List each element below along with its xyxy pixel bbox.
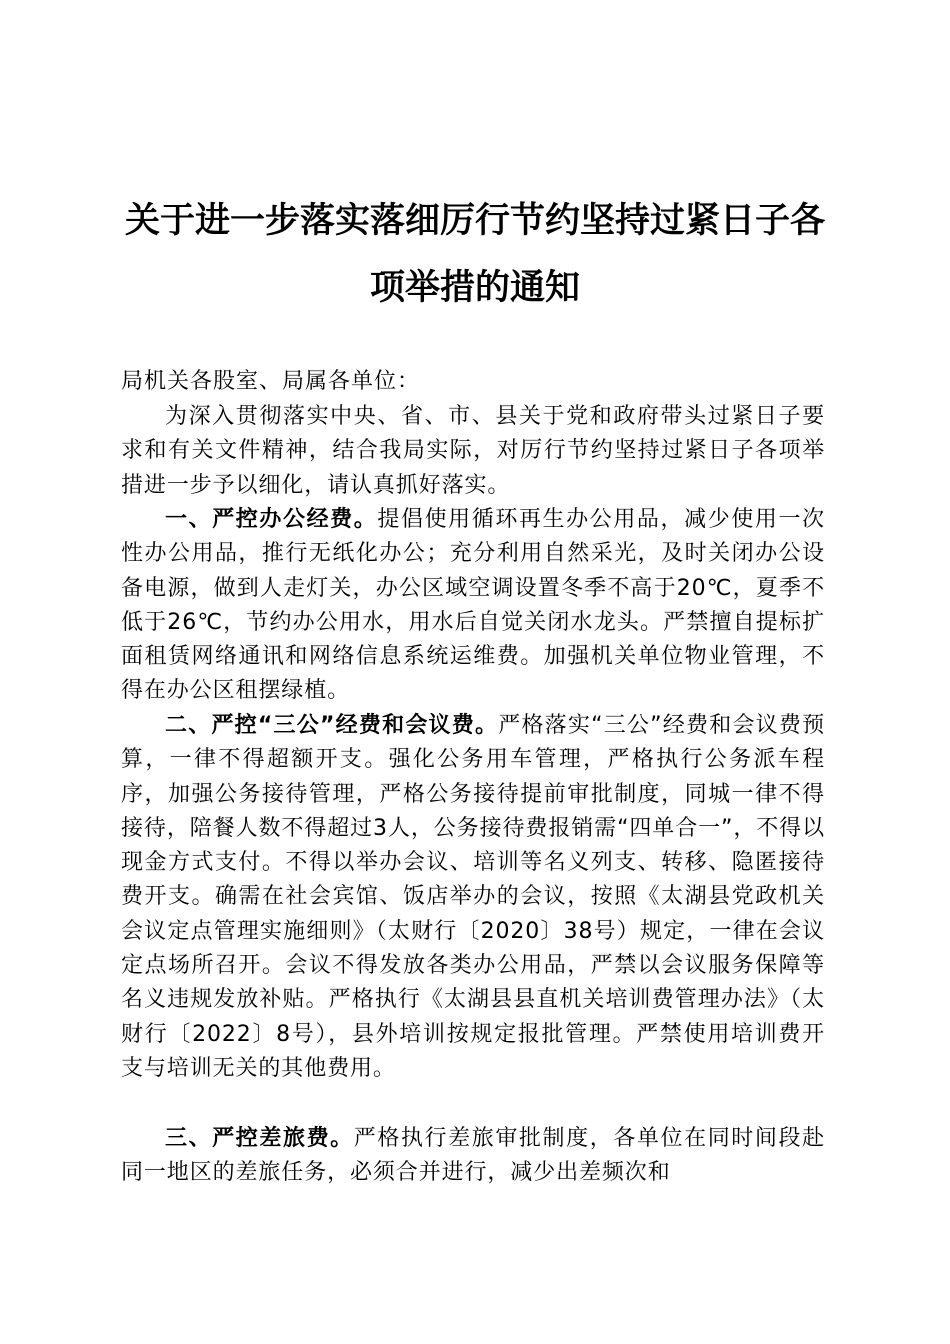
document-title-line-1: 关于进一步落实落细厉行节约坚持过紧日子各 <box>124 200 825 241</box>
salutation: 局机关各股室、局属各单位： <box>121 369 421 394</box>
section-heading: 一、严控办公经费。 <box>165 507 378 532</box>
intro-paragraph: 为深入贯彻落实中央、省、市、县关于党和政府带头过紧日子要求和有关文件精神，结合我局实际，对厉行节约坚持过紧日子各项举措进一步予以细化，请认真抓好落实。 <box>121 404 825 498</box>
document-title-line-2: 项举措的通知 <box>369 267 580 308</box>
section-paragraph-1 <box>121 503 825 709</box>
section-text: 严格执行差旅审批制度，各单位在同时间段赴同一地区的差旅任务，必须合并进行，减少出差频次和 <box>121 1126 825 1186</box>
section-text: 提倡使用循环再生办公用品，减少使用一次性办公用品，推行无纸化办公；充分利用自然采光，及时关闭办公设备电源，做到人走灯关，办公区域空调设置冬季不高于20℃，夏季不低于26℃，节约办公用水，用水后自觉关闭水龙头。严禁擅自提标扩面租赁网络通讯和网络信息系统运维费。加强机关单位物业管理，不得在办公区租摆绿植。 <box>121 507 825 704</box>
section-heading: 三、严控差旅费。 <box>165 1126 354 1151</box>
section-paragraph-2 <box>121 709 825 1086</box>
section-paragraph-3 <box>121 1122 825 1191</box>
section-text: 严格落实“三公”经费和会议费预算，一律不得超额开支。强化公务用车管理，严格执行公务派车程序，加强公务接待管理，严格公务接待提前审批制度，同城一律不得接待，陪餐人数不得超过3人，公务接待费报销需“四单合一”，不得以现金方式支付。不得以举办会议、培训等名义列支、转移、隐匿接待费开支。确需在社会宾馆、饭店举办的会议，按照《太湖县党政机关会议定点管理实施细则》（太财行〔2020〕38号）规定，一律在会议定点场所召开。会议不得发放各类办公用品，严禁以会议服务保障等名义违规发放补贴。严格执行《太湖县县直机关培训费管理办法》（太财行〔2022〕8号），县外培训按规定报批管理。严禁使用培训费开支与培训无关的其他费用。 <box>121 713 826 1081</box>
section-heading: 二、严控“三公”经费和会议费。 <box>165 713 499 738</box>
